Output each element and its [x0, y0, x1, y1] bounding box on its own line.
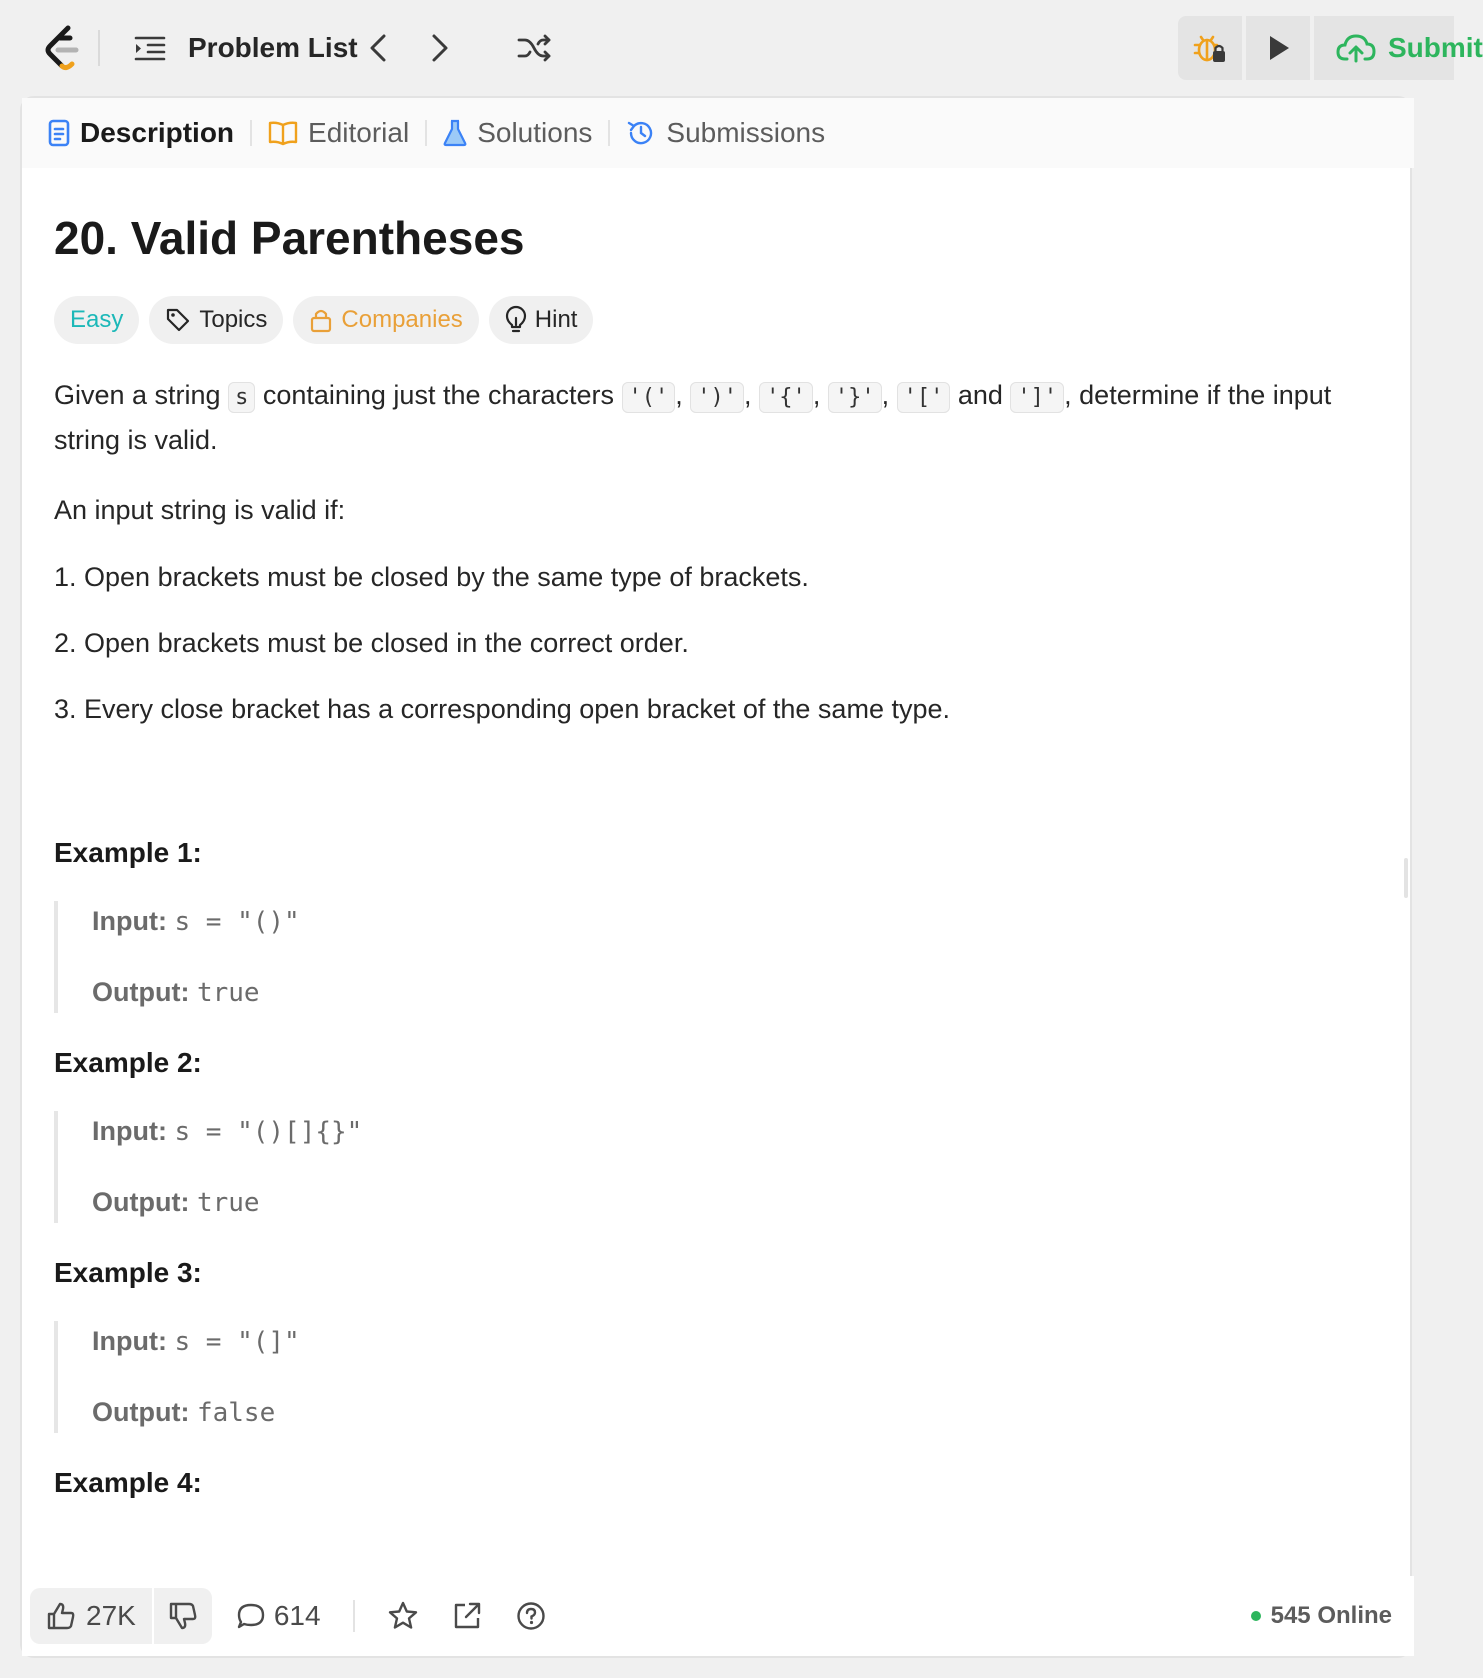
example-input	[92, 901, 1394, 942]
cloud-upload-icon	[1336, 31, 1376, 65]
desc-text: ,	[675, 380, 691, 410]
example-output	[92, 1392, 1394, 1433]
tab-editorial[interactable]	[268, 98, 409, 168]
external-link-icon	[451, 1600, 483, 1632]
example-input	[92, 1321, 1394, 1362]
run-button[interactable]	[1246, 16, 1310, 80]
leetcode-logo-icon[interactable]	[42, 24, 86, 72]
desc-text: ,	[744, 380, 760, 410]
likes-count: 27K	[86, 1600, 136, 1631]
rule-item: 3. Every close bracket has a corresponding open bracket of the same type.	[54, 694, 950, 724]
debug-bug-icon	[1193, 31, 1227, 65]
problem-list-icon[interactable]	[134, 32, 166, 64]
submit-label: Submit	[1388, 32, 1483, 63]
output-value: true	[196, 1188, 260, 1218]
problem-list-link[interactable]: Problem List	[188, 32, 358, 63]
tab-submissions[interactable]	[626, 98, 825, 168]
top-bar	[0, 0, 1483, 96]
tab-separator	[425, 120, 427, 146]
output-label: Output:	[92, 1397, 190, 1427]
chevron-left-icon[interactable]	[362, 30, 398, 66]
star-icon	[387, 1600, 419, 1632]
example-block	[54, 1321, 1394, 1433]
inline-code: '{'	[759, 382, 813, 413]
vote-group	[30, 1588, 212, 1644]
input-value: s = "()[]{}"	[174, 1117, 363, 1147]
description-icon	[48, 119, 70, 147]
rule-item: 1. Open brackets must be closed by the same type of brackets.	[54, 562, 809, 592]
example-output	[92, 972, 1394, 1013]
help-button[interactable]	[515, 1600, 547, 1632]
question-circle-icon	[515, 1600, 547, 1632]
run-submit-group	[1178, 16, 1483, 80]
tab-solutions-label: Solutions	[477, 117, 593, 148]
problem-title[interactable]: 20. Valid Parentheses	[54, 212, 525, 264]
companies-chip[interactable]	[293, 296, 478, 344]
scrollbar[interactable]	[1404, 858, 1408, 898]
topics-label: Topics	[199, 306, 268, 333]
share-button[interactable]	[451, 1600, 483, 1632]
problem-content	[54, 210, 1394, 1503]
desc-text: and	[950, 380, 1011, 410]
like-button[interactable]	[30, 1588, 152, 1644]
desc-text: containing just the characters	[255, 380, 622, 410]
online-status	[1251, 1602, 1392, 1630]
panel-footer	[22, 1576, 1414, 1656]
rule-item: 2. Open brackets must be closed in the correct order.	[54, 628, 689, 658]
tab-separator	[250, 120, 252, 146]
history-icon	[626, 118, 656, 148]
problem-description	[54, 374, 1394, 461]
input-label: Input:	[92, 1116, 167, 1146]
input-value: s = "(]"	[174, 1327, 300, 1357]
tab-separator	[608, 120, 610, 146]
flask-icon	[443, 119, 467, 147]
inline-code: '}'	[828, 382, 882, 413]
lightbulb-icon	[505, 306, 527, 334]
inline-code-s: s	[228, 382, 255, 413]
tab-description-label: Description	[80, 117, 235, 148]
thumbs-up-icon	[46, 1601, 76, 1631]
desc-text: Given a string	[54, 380, 229, 410]
problem-tags	[54, 296, 1394, 344]
footer-separator	[353, 1600, 355, 1632]
comments-count: 614	[273, 1600, 321, 1631]
difficulty-badge	[54, 296, 139, 344]
online-count: 545 Online	[1270, 1602, 1392, 1629]
output-value: false	[196, 1398, 276, 1428]
desc-text: , determine if the input string is valid.	[54, 380, 1332, 455]
hint-label: Hint	[534, 306, 578, 333]
online-dot-icon	[1251, 1611, 1261, 1621]
play-icon	[1263, 33, 1293, 63]
desc-text: ,	[812, 380, 828, 410]
output-label: Output:	[92, 977, 190, 1007]
topics-chip[interactable]	[149, 296, 283, 344]
example-title: Example 4:	[54, 1467, 202, 1498]
description-panel	[20, 96, 1412, 1658]
book-icon	[268, 120, 298, 146]
example-title: Example 1:	[54, 837, 202, 868]
tab-description[interactable]	[48, 98, 234, 168]
topbar-divider	[98, 30, 100, 66]
shuffle-icon[interactable]	[516, 30, 552, 66]
companies-label: Companies	[341, 306, 463, 333]
difficulty-label: Easy	[70, 306, 124, 333]
input-label: Input:	[92, 1326, 167, 1356]
comment-icon	[236, 1601, 266, 1631]
tab-submissions-label: Submissions	[666, 117, 826, 148]
lock-icon	[309, 307, 333, 333]
tab-solutions[interactable]	[443, 98, 592, 168]
example-title: Example 3:	[54, 1257, 202, 1288]
tab-editorial-label: Editorial	[308, 117, 410, 148]
example-input	[92, 1111, 1394, 1152]
valid-intro: An input string is valid if:	[54, 495, 346, 525]
comments-button[interactable]	[236, 1600, 321, 1632]
dislike-button[interactable]	[154, 1588, 212, 1644]
example-output	[92, 1182, 1394, 1223]
output-label: Output:	[92, 1187, 190, 1217]
example-block	[54, 1111, 1394, 1223]
hint-chip[interactable]	[489, 296, 594, 344]
desc-text: ,	[881, 380, 897, 410]
output-value: true	[196, 978, 260, 1008]
example-title: Example 2:	[54, 1047, 202, 1078]
favorite-button[interactable]	[387, 1600, 419, 1632]
inline-code: ')'	[690, 382, 744, 413]
inline-code: '('	[622, 382, 676, 413]
thumbs-down-icon	[168, 1601, 198, 1631]
input-value: s = "()"	[174, 907, 300, 937]
example-block	[54, 901, 1394, 1013]
tag-icon	[165, 307, 191, 333]
chevron-right-icon[interactable]	[420, 30, 456, 66]
input-label: Input:	[92, 906, 167, 936]
inline-code: ']'	[1010, 382, 1064, 413]
inline-code: '['	[897, 382, 951, 413]
debug-button[interactable]	[1178, 16, 1242, 80]
panel-tabs	[22, 98, 1414, 168]
submit-button[interactable]	[1314, 16, 1483, 80]
